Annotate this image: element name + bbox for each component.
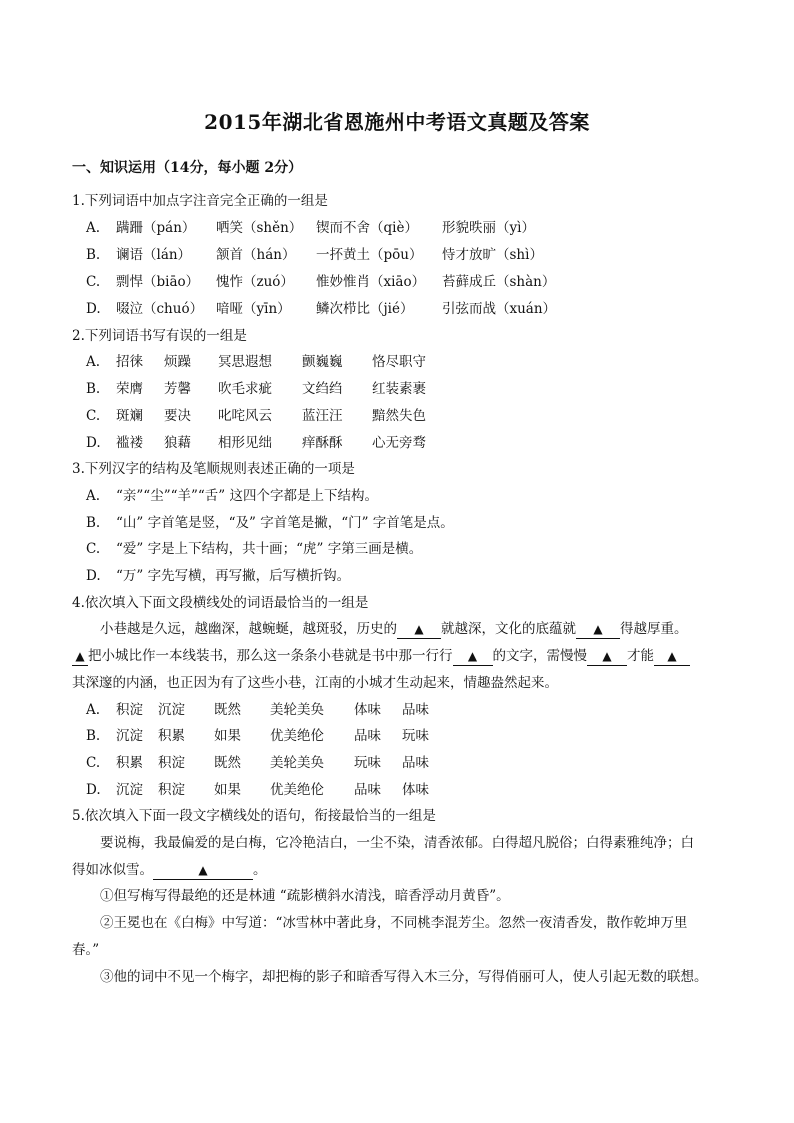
passage-text: 就越深，文化的底蕴就 — [441, 621, 576, 637]
option-item: 颤巍巍 — [302, 354, 343, 370]
q3-option-b — [86, 514, 454, 532]
option-item: 美轮美奂 — [270, 755, 324, 771]
option-letter: D. — [86, 568, 101, 584]
option-item: 蓝汪汪 — [302, 408, 343, 424]
question-1-stem: 1.下列词语中加点字注音完全正确的一组是 — [72, 193, 328, 209]
option-item: 喑哑（yīn） — [216, 301, 291, 317]
option-item: 积淀 — [158, 782, 185, 798]
q4-passage-line-2 — [72, 647, 724, 666]
option-item: 玩味 — [402, 728, 429, 744]
option-item: 品味 — [354, 782, 381, 798]
q5-sentence-2-continued: 春。” — [72, 942, 100, 958]
option-item: 玩味 — [354, 755, 381, 771]
section-heading: 一、知识运用（14分，每小题 2分） — [72, 160, 303, 176]
answer-blank — [654, 647, 690, 666]
option-item: 既然 — [214, 755, 241, 771]
question-5-stem: 5.依次填入下面一段文字横线处的语句，衔接最恰当的一组是 — [72, 808, 436, 824]
option-item: 体味 — [354, 702, 381, 718]
option-item: 要决 — [164, 408, 191, 424]
q1-option-d — [86, 300, 556, 318]
option-letter: C. — [86, 274, 101, 290]
option-item: 如果 — [214, 782, 241, 798]
question-2-stem: 2.下列词语书写有误的一组是 — [72, 328, 247, 344]
option-letter: A. — [86, 702, 101, 718]
option-item: 剽悍（biāo） — [116, 274, 200, 290]
option-item: 招徕 — [116, 354, 143, 370]
option-letter: B. — [86, 381, 101, 397]
option-letter: B. — [86, 515, 101, 531]
option-item: 如果 — [214, 728, 241, 744]
passage-text: 。 — [253, 862, 267, 878]
option-item: 啜泣（chuó） — [116, 301, 204, 317]
option-item: 斑斓 — [116, 408, 143, 424]
option-item: 哂笑（shěn） — [216, 220, 303, 236]
option-text: “山” 字首笔是竖，“及” 字首笔是撇，“门” 字首笔是点。 — [116, 515, 454, 531]
q5-passage-line-1: 要说梅，我最偏爱的是白梅，它冷艳洁白，一尘不染，清香浓郁。白得超凡脱俗；白得素雅纯净；白 — [100, 835, 694, 851]
option-item: 优美绝伦 — [270, 728, 324, 744]
option-item: 苔藓成丘（shàn） — [442, 274, 556, 290]
option-item: 谰语（lán） — [116, 247, 192, 263]
q1-option-c — [86, 273, 555, 291]
option-item: 吹毛求疵 — [218, 381, 272, 397]
passage-text: 的文字，需慢慢 — [492, 648, 587, 664]
option-letter: B. — [86, 247, 101, 263]
option-text: “万” 字先写横，再写撇，后写横折钩。 — [116, 568, 351, 584]
option-item: 叱咤风云 — [218, 408, 272, 424]
option-item: 红装素裹 — [372, 381, 426, 397]
q4-option-a — [86, 701, 429, 719]
option-item: 文绉绉 — [302, 381, 343, 397]
option-item: 黯然失色 — [372, 408, 426, 424]
q3-option-c — [86, 540, 422, 558]
triangle-marker-icon: ▲ — [75, 649, 85, 663]
q5-sentence-2: ②王冕也在《白梅》中写道：“冰雪林中著此身，不同桃李混芳尘。忽然一夜清香发，散作乾坤万里 — [100, 915, 688, 931]
option-item: 引弦而战（xuán） — [442, 301, 557, 317]
option-item: 积累 — [116, 755, 143, 771]
option-letter: D. — [86, 782, 101, 798]
option-item: 锲而不舍（qiè） — [316, 220, 418, 236]
option-item: 狼藉 — [164, 435, 191, 451]
passage-text: 把小城比作一本线装书，那么这一条条小巷就是书中那一行行 — [88, 648, 453, 664]
passage-text: 得越厚重。 — [620, 621, 688, 637]
q3-option-d — [86, 567, 350, 585]
triangle-marker-icon: ▲ — [593, 622, 603, 636]
option-item: 沉淀 — [116, 782, 143, 798]
option-item: 一抔黄土（pōu） — [316, 247, 423, 263]
passage-text: 小巷越是久远，越幽深，越蜿蜒，越斑驳，历史的 — [100, 621, 397, 637]
answer-blank — [453, 647, 493, 666]
answer-blank — [153, 861, 253, 880]
option-item: 积淀 — [158, 755, 185, 771]
option-text: “爱” 字是上下结构，共十画；“虎” 字第三画是横。 — [116, 541, 423, 557]
option-item: 恃才放旷（shì） — [442, 247, 543, 263]
option-letter: D. — [86, 301, 101, 317]
q1-option-b — [86, 246, 543, 264]
option-item: 冥思遐想 — [218, 354, 272, 370]
option-item: 沉淀 — [158, 702, 185, 718]
option-letter: A. — [86, 354, 101, 370]
option-item: 优美绝伦 — [270, 782, 324, 798]
q4-option-d — [86, 781, 429, 799]
q2-option-d — [86, 434, 426, 452]
option-item: 痒酥酥 — [302, 435, 343, 451]
option-item: 愧怍（zuó） — [216, 274, 294, 290]
q4-passage-line-3: 其深邃的内涵，也正因为有了这些小巷，江南的小城才生动起来，情趣盎然起来。 — [72, 675, 558, 691]
option-item: 鳞次栉比（jié） — [316, 301, 414, 317]
option-item: 惟妙惟肖（xiāo） — [316, 274, 426, 290]
option-item: 品味 — [402, 702, 429, 718]
answer-blank — [72, 647, 88, 666]
option-item: 荣膺 — [116, 381, 143, 397]
option-item: 心无旁骛 — [372, 435, 426, 451]
page-title: 2015年湖北省恩施州中考语文真题及答案 — [204, 110, 590, 134]
q2-option-a — [86, 353, 426, 371]
passage-text: 得如冰似雪。 — [72, 862, 153, 878]
triangle-marker-icon: ▲ — [667, 649, 677, 663]
option-item: 褴褛 — [116, 435, 143, 451]
q4-passage-line-1 — [72, 620, 752, 639]
q2-option-b — [86, 380, 426, 398]
option-letter: A. — [86, 488, 101, 504]
option-letter: C. — [86, 755, 101, 771]
option-item: 芳馨 — [164, 381, 191, 397]
answer-blank — [397, 620, 441, 639]
q4-option-c — [86, 754, 429, 772]
q3-option-a — [86, 487, 378, 505]
option-item: 美轮美奂 — [270, 702, 324, 718]
option-item: 品味 — [402, 755, 429, 771]
option-item: 品味 — [354, 728, 381, 744]
option-letter: C. — [86, 408, 101, 424]
triangle-marker-icon: ▲ — [414, 622, 424, 636]
option-letter: D. — [86, 435, 101, 451]
option-item: 蹒跚（pán） — [116, 220, 196, 236]
option-item: 既然 — [214, 702, 241, 718]
option-item: 形貌昳丽（yì） — [442, 220, 535, 236]
option-item: 烦躁 — [164, 354, 191, 370]
question-4-stem: 4.依次填入下面文段横线处的词语最恰当的一组是 — [72, 595, 369, 611]
option-letter: B. — [86, 728, 101, 744]
option-item: 积累 — [158, 728, 185, 744]
answer-blank — [587, 647, 627, 666]
option-item: 体味 — [402, 782, 429, 798]
triangle-marker-icon: ▲ — [467, 649, 478, 663]
option-letter: C. — [86, 541, 101, 557]
q2-option-c — [86, 407, 426, 425]
option-item: 恪尽职守 — [372, 354, 426, 370]
q5-sentence-1: ①但写梅写得最绝的还是林逋 “疏影横斜水清浅，暗香浮动月黄昏”。 — [100, 888, 510, 904]
triangle-marker-icon: ▲ — [602, 649, 612, 663]
q5-sentence-3: ③他的词中不见一个梅字，却把梅的影子和暗香写得入木三分，写得俏丽可人，使人引起无数的联想。 — [100, 969, 708, 985]
question-3-stem: 3.下列汉字的结构及笔顺规则表述正确的一项是 — [72, 461, 355, 477]
option-item: 颔首（hán） — [216, 247, 296, 263]
answer-blank — [576, 620, 620, 639]
q1-option-a — [86, 219, 535, 237]
passage-text: 才能 — [627, 648, 654, 664]
q4-option-b — [86, 727, 429, 745]
option-item: 相形见绌 — [218, 435, 272, 451]
triangle-marker-icon: ▲ — [198, 863, 208, 877]
option-item: 沉淀 — [116, 728, 143, 744]
option-text: “亲”“尘”“羊”“舌” 这四个字都是上下结构。 — [116, 488, 379, 504]
option-letter: A. — [86, 220, 101, 236]
q5-passage-line-2 — [72, 861, 724, 880]
option-item: 积淀 — [116, 702, 143, 718]
